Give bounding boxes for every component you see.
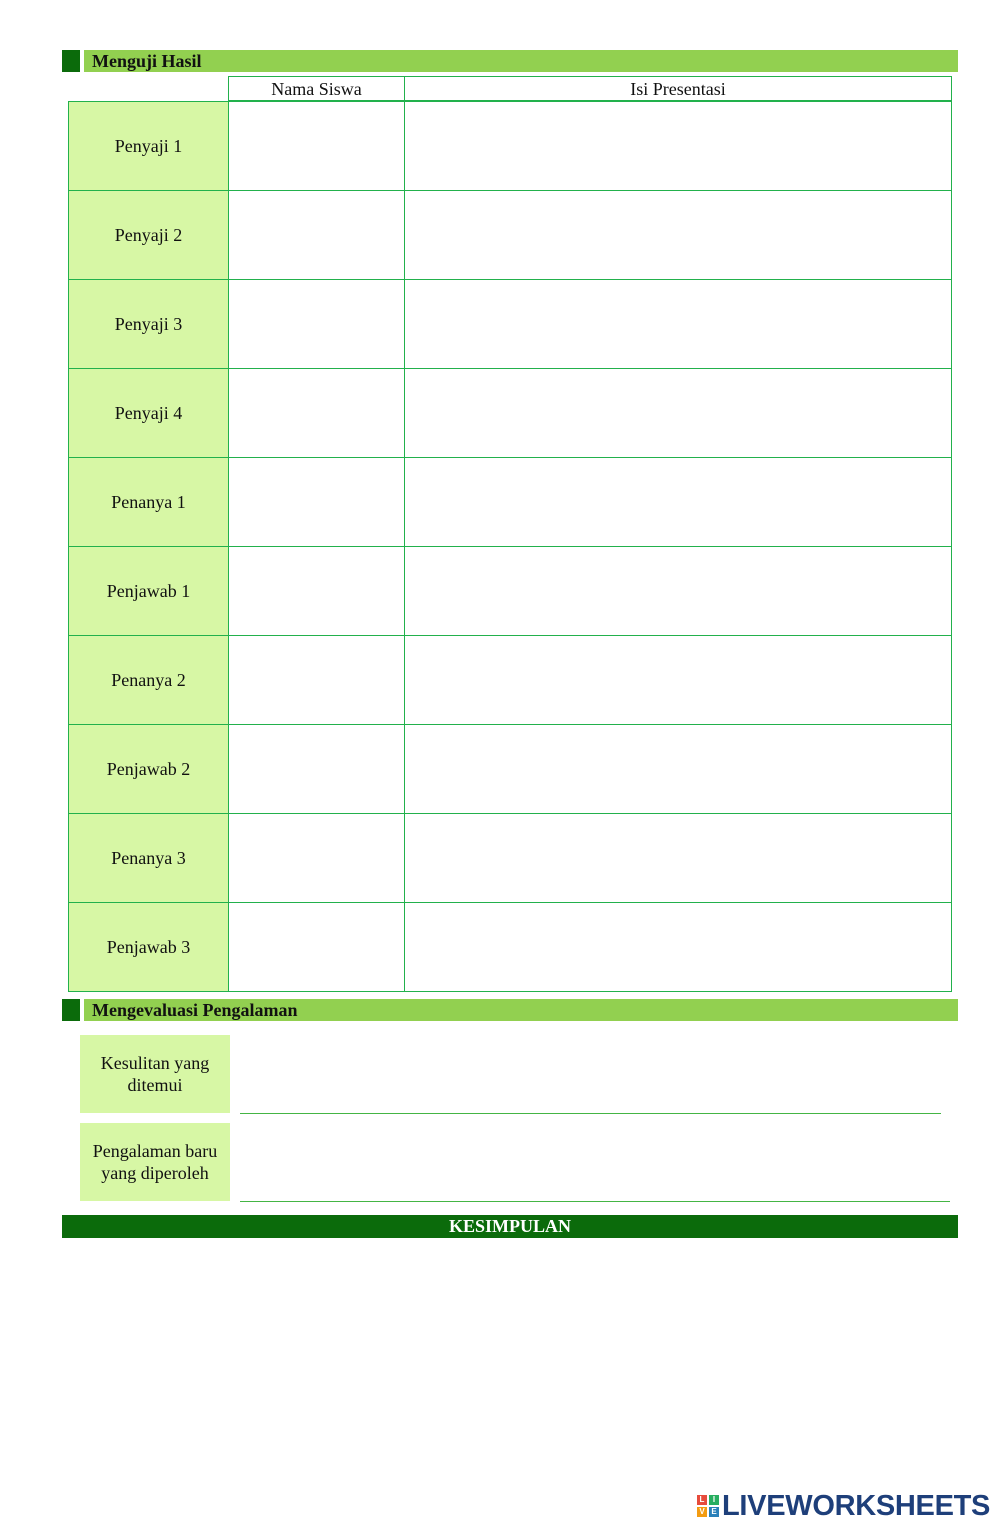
table-row (68, 101, 952, 191)
row-label: Penyaji 4 (68, 368, 229, 458)
logo-letter: E (709, 1507, 719, 1517)
presentation-content-cell[interactable] (404, 546, 952, 636)
label-line: Pengalaman baru (92, 1141, 218, 1161)
row-label: Penyaji 2 (68, 190, 229, 280)
table-row (68, 546, 952, 636)
liveworksheets-logo (697, 1490, 990, 1522)
student-name-cell[interactable] (228, 279, 405, 369)
row-label: Penanya 1 (68, 457, 229, 547)
presentation-content-cell[interactable] (404, 279, 952, 369)
logo-letter: L (697, 1495, 707, 1505)
conclusion-header: KESIMPULAN (62, 1215, 958, 1238)
student-name-cell[interactable] (228, 902, 405, 992)
student-name-cell[interactable] (228, 101, 405, 191)
column-header-nama-siswa: Nama Siswa (228, 76, 405, 101)
table-row (68, 190, 952, 280)
student-name-cell[interactable] (228, 635, 405, 725)
presentation-content-cell[interactable] (404, 902, 952, 992)
column-header-isi-presentasi: Isi Presentasi (404, 76, 952, 101)
table-row (68, 724, 952, 814)
section-header-mengevaluasi-pengalaman (62, 999, 958, 1021)
presentation-content-cell[interactable] (404, 724, 952, 814)
table-row (68, 279, 952, 369)
row-label: Penjawab 1 (68, 546, 229, 636)
brand-text: LIVEWORKSHEETS (722, 1489, 991, 1522)
student-name-cell[interactable] (228, 368, 405, 458)
logo-letter: V (697, 1507, 707, 1517)
evaluation-label-difficulties (80, 1035, 230, 1113)
row-label: Penanya 2 (68, 635, 229, 725)
student-name-cell[interactable] (228, 813, 405, 903)
logo-mark-icon (697, 1495, 719, 1517)
presentation-content-cell[interactable] (404, 368, 952, 458)
table-row (68, 813, 952, 903)
section-title: Mengevaluasi Pengalaman (92, 1000, 298, 1020)
student-name-cell[interactable] (228, 457, 405, 547)
table-row (68, 457, 952, 547)
table-row (68, 368, 952, 458)
section-bar (84, 50, 958, 72)
label-line: yang diperoleh (101, 1163, 209, 1183)
student-name-cell[interactable] (228, 546, 405, 636)
conclusion-answer-area[interactable] (62, 1245, 958, 1475)
presentation-table (68, 76, 952, 995)
new-experience-answer-line[interactable] (240, 1201, 950, 1202)
section-title: Menguji Hasil (92, 51, 202, 71)
label-line: Kesulitan yang (100, 1053, 210, 1073)
evaluation-label-new-experience (80, 1123, 230, 1201)
presentation-content-cell[interactable] (404, 813, 952, 903)
table-row (68, 635, 952, 725)
section-header-menguji-hasil (62, 50, 958, 72)
presentation-content-cell[interactable] (404, 101, 952, 191)
section-marker (62, 50, 80, 72)
section-marker (62, 999, 80, 1021)
row-label: Penyaji 3 (68, 279, 229, 369)
student-name-cell[interactable] (228, 724, 405, 814)
presentation-content-cell[interactable] (404, 457, 952, 547)
row-label: Penyaji 1 (68, 101, 229, 191)
presentation-content-cell[interactable] (404, 635, 952, 725)
row-label: Penjawab 2 (68, 724, 229, 814)
presentation-content-cell[interactable] (404, 190, 952, 280)
label-line: ditemui (127, 1075, 183, 1095)
logo-letter: I (709, 1495, 719, 1505)
row-label: Penjawab 3 (68, 902, 229, 992)
table-row (68, 902, 952, 992)
row-label: Penanya 3 (68, 813, 229, 903)
student-name-cell[interactable] (228, 190, 405, 280)
difficulties-answer-line[interactable] (240, 1113, 941, 1114)
